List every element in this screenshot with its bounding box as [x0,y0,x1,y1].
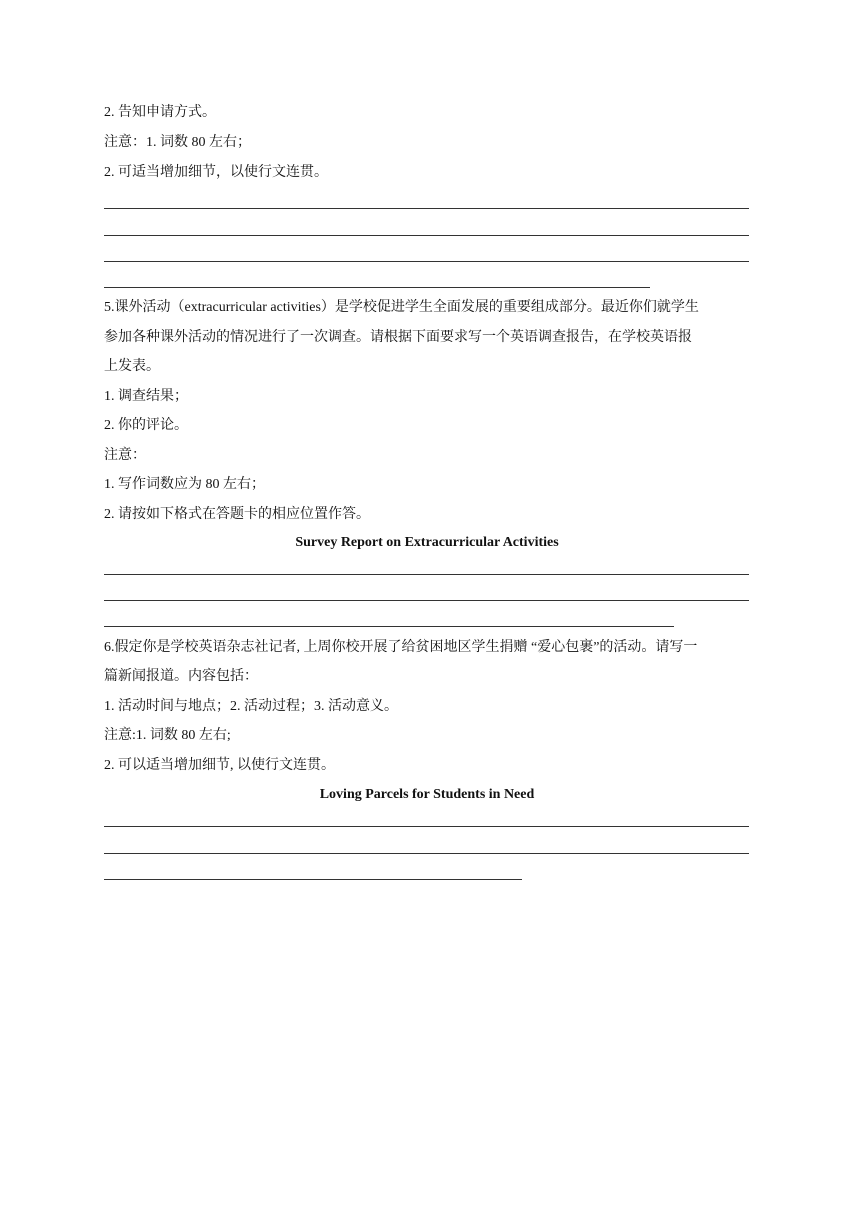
q5-line-1: 5.课外活动（extracurricular activities）是学校促进学生全面发展的重要组成部分。最近你们就学生 [104,300,699,315]
q4-line-3: 2. 可适当增加细节，以使行文连贯。 [104,165,328,180]
q5-line-7: 1. 写作词数应为 80 左右； [104,477,265,492]
q4-line-2: 注意：1. 词数 80 左右； [104,135,251,150]
q4-line-1: 2. 告知申请方式。 [104,105,216,120]
q6-line-1: 6.假定你是学校英语杂志社记者, 上周你校开展了给贫困地区学生捐赠 “爱心包裹”的活动。请写一 [104,640,698,655]
q6-essay-title: Loving Parcels for Students in Need [319,787,535,802]
q5-line-8: 2. 请按如下格式在答题卡的相应位置作答。 [104,507,370,522]
q6-line-4: 注意:1. 词数 80 左右; [104,728,231,743]
answer-line [104,261,749,262]
q6-line-3: 1. 活动时间与地点；2. 活动过程；3. 活动意义。 [104,699,398,714]
q5-essay-title: Survey Report on Extracurricular Activities [295,535,559,550]
answer-line [104,208,749,209]
q5-line-4: 1. 调查结果； [104,389,188,404]
answer-line [104,626,674,627]
answer-line [104,287,650,288]
answer-line [104,853,749,854]
q6-line-5: 2. 可以适当增加细节, 以使行文连贯。 [104,758,335,773]
answer-line [104,235,749,236]
q5-line-5: 2. 你的评论。 [104,418,188,433]
q6-line-2: 篇新闻报道。内容包括： [104,669,258,684]
answer-line [104,574,749,575]
q5-line-6: 注意： [104,448,146,463]
q5-line-2: 参加各种课外活动的情况进行了一次调查。请根据下面要求写一个英语调查报告，在学校英语报 [104,330,692,345]
answer-line [104,826,749,827]
q5-line-3: 上发表。 [104,359,160,374]
answer-line [104,600,749,601]
answer-line [104,879,522,880]
